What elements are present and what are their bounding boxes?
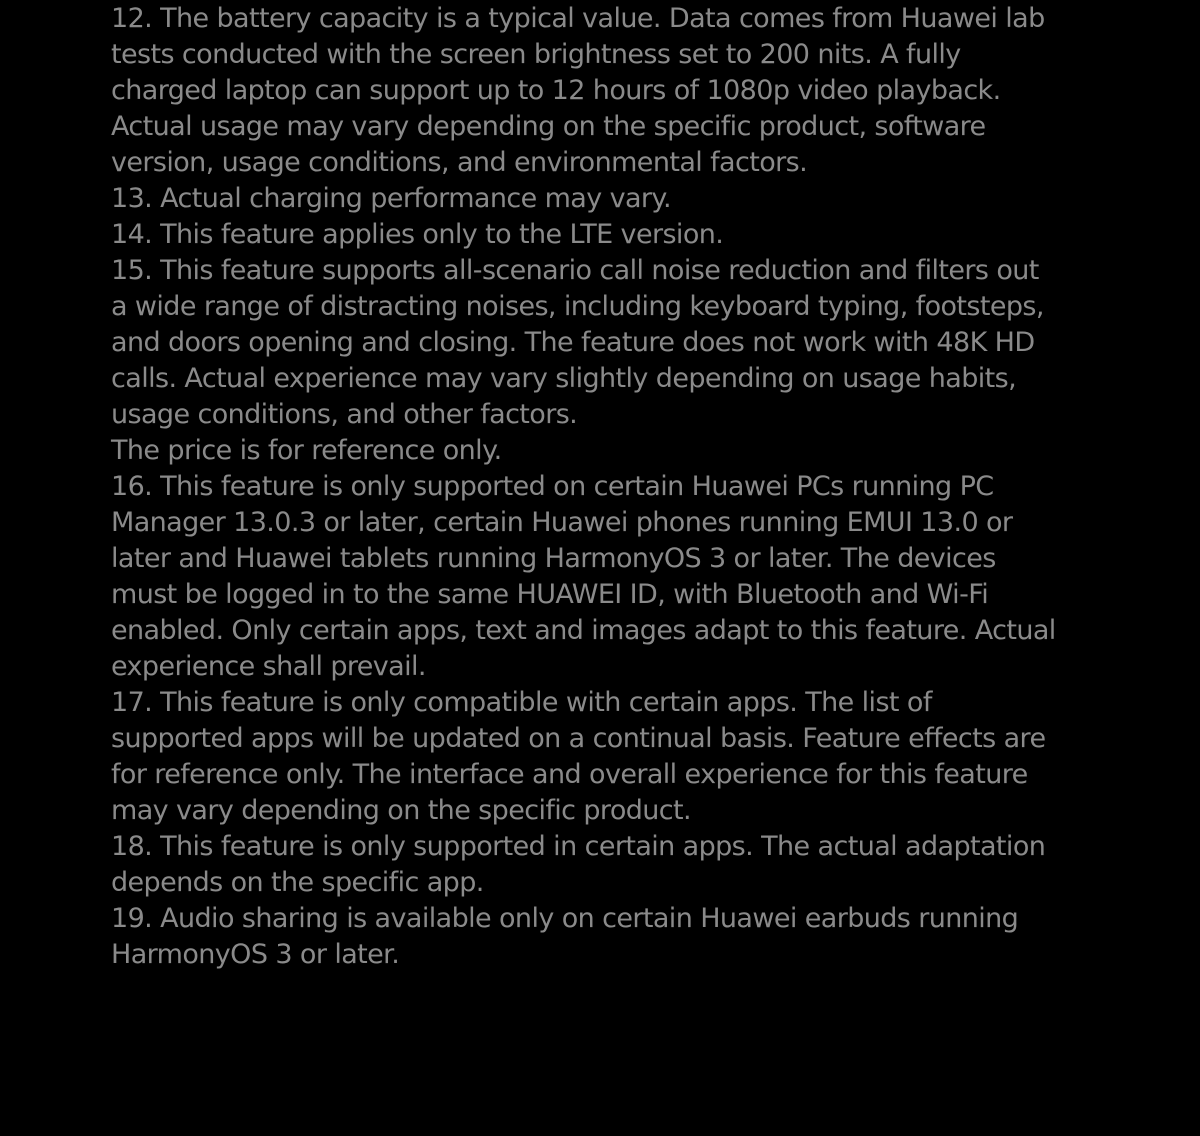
footnote-17: 17. This feature is only compatible with certain apps. The list of supported apps will be updated on a continual basis. Feature effects are for reference only. The interface and overall experience for this feature may vary depending on the specific product. <box>111 687 1046 826</box>
price-note: The price is for reference only. <box>111 435 502 466</box>
footnote-14: 14. This feature applies only to the LTE version. <box>111 219 724 250</box>
footnote-18: 18. This feature is only supported in certain apps. The actual adaptation depends on the specific app. <box>111 831 1046 898</box>
footnotes-section <box>111 1 1091 973</box>
footnote-19: 19. Audio sharing is available only on certain Huawei earbuds running HarmonyOS 3 or later. <box>111 903 1019 970</box>
footnote-13: 13. Actual charging performance may vary. <box>111 183 671 214</box>
footnote-16: 16. This feature is only supported on certain Huawei PCs running PC Manager 13.0.3 or later, certain Huawei phones running EMUI 13.0 or later and Huawei tablets running HarmonyOS 3 or later. The devices must be logged in to the same HUAWEI ID, with Bluetooth and Wi-Fi enabled. Only certain apps, text and images adapt to this feature. Actual experience shall prevail. <box>111 471 1056 682</box>
footnote-15: 15. This feature supports all-scenario call noise reduction and filters out a wide range of distracting noises, including keyboard typing, footsteps, and doors opening and closing. The feature does not work with 48K HD calls. Actual experience may vary slightly depending on usage habits, usage conditions, and other factors. <box>111 255 1044 430</box>
footnote-12: 12. The battery capacity is a typical value. Data comes from Huawei lab tests conducted with the screen brightness set to 200 nits. A fully charged laptop can support up to 12 hours of 1080p video playback. Actual usage may vary depending on the specific product, software version, usage conditions, and environmental factors. <box>111 3 1045 178</box>
